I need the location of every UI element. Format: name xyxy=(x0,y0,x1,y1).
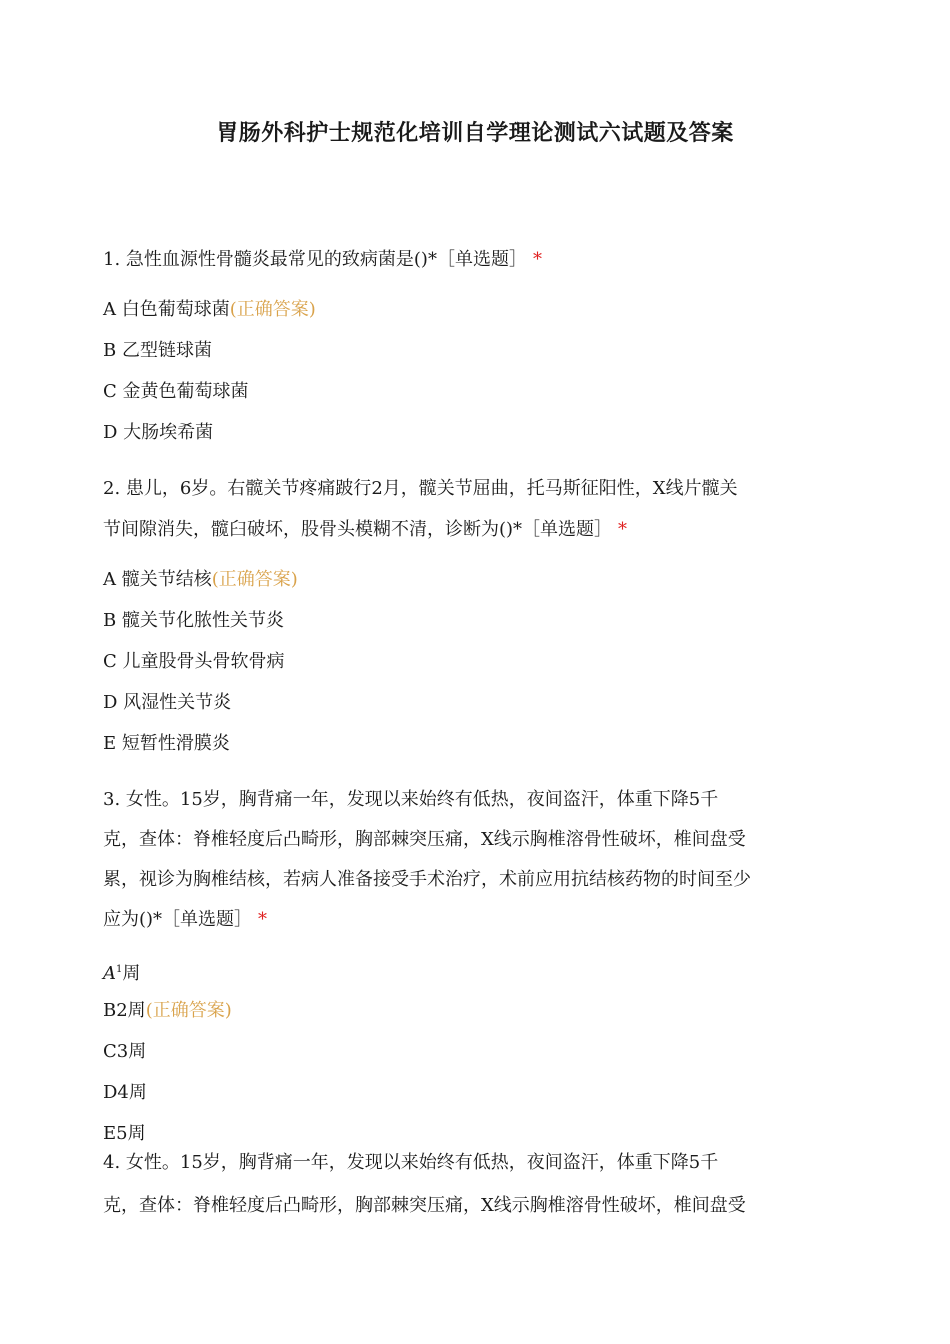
question-3-stem-line-2: 克，查体：脊椎轻度后凸畸形，胸部棘突压痛，X线示胸椎溶骨性破坏，椎间盘受 xyxy=(103,829,746,850)
option-text: A 髋关节结核 xyxy=(103,569,212,590)
question-3-stem-line-4 xyxy=(103,908,267,932)
correct-answer-label: (正确答案) xyxy=(145,1000,232,1021)
question-3-option-a xyxy=(103,958,140,986)
option-text: 周 xyxy=(122,963,141,984)
question-3-option-e: E5周 xyxy=(103,1123,146,1144)
question-3-stem-line-1: 3. 女性。15岁，胸背痛一年，发现以来始终有低热，夜间盗汗，体重下降5千 xyxy=(103,789,719,810)
option-text: B2周 xyxy=(103,1000,146,1021)
question-2-option-d: D 风湿性关节炎 xyxy=(103,692,232,713)
question-3-stem-line-3: 累，视诊为胸椎结核，若病人准备接受手术治疗，术前应用抗结核药物的时间至少 xyxy=(103,869,751,890)
question-2-stem-line-2 xyxy=(103,518,627,542)
question-2-option-c: C 儿童股骨头骨软骨病 xyxy=(103,651,285,672)
required-asterisk: * xyxy=(258,909,268,930)
question-2-stem-line-1: 2. 患儿，6岁。右髋关节疼痛跛行2月，髋关节屈曲，托马斯征阳性，X线片髋关 xyxy=(103,478,738,499)
question-1-text: 1. 急性血源性骨髓炎最常见的致病菌是()*［单选题］ xyxy=(103,249,527,270)
question-3-text: 应为()*［单选题］ xyxy=(103,909,253,930)
required-asterisk: * xyxy=(618,519,628,540)
question-1-option-b: B 乙型链球菌 xyxy=(103,340,212,361)
question-3-option-c: C3周 xyxy=(103,1041,147,1062)
question-2-option-b: B 髋关节化脓性关节炎 xyxy=(103,610,284,631)
question-4-stem-line-1: 4. 女性。15岁，胸背痛一年，发现以来始终有低热，夜间盗汗，体重下降5千 xyxy=(103,1152,719,1173)
correct-answer-label: (正确答案) xyxy=(229,299,316,320)
question-2-option-a xyxy=(103,568,298,592)
question-2-option-e: E 短暂性滑膜炎 xyxy=(103,733,230,754)
question-4-stem-line-2: 克，查体：脊椎轻度后凸畸形，胸部棘突压痛，X线示胸椎溶骨性破坏，椎间盘受 xyxy=(103,1195,746,1216)
question-1-stem xyxy=(103,248,542,272)
question-3-option-d: D4周 xyxy=(103,1082,147,1103)
option-superscript: 1 xyxy=(116,964,123,975)
option-text: A 白色葡萄球菌 xyxy=(103,299,230,320)
question-1-option-d: D 大肠埃希菌 xyxy=(103,422,214,443)
document-title: 胃肠外科护士规范化培训自学理论测试六试题及答案 xyxy=(216,121,734,146)
required-asterisk: * xyxy=(532,249,542,270)
question-2-text: 节间隙消失，髋臼破坏，股骨头模糊不清，诊断为()*［单选题］ xyxy=(103,519,613,540)
question-3-option-b xyxy=(103,999,232,1023)
question-1-option-c: C 金黄色葡萄球菌 xyxy=(103,381,249,402)
option-letter: A xyxy=(103,963,116,984)
question-1-option-a xyxy=(103,298,316,322)
correct-answer-label: (正确答案) xyxy=(211,569,298,590)
